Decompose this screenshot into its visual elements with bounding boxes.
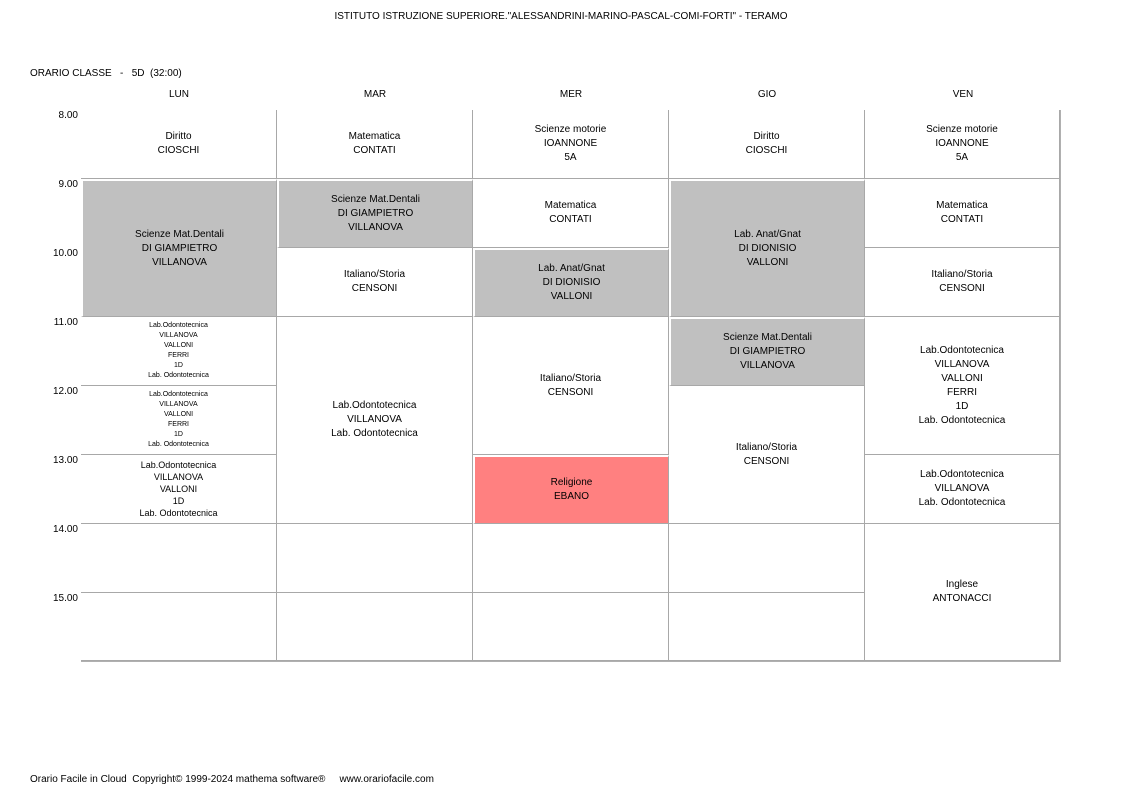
lesson-detail: DI DIONISIO [542, 277, 601, 288]
day-header-gio: GIO [757, 89, 777, 100]
lesson-cell [277, 317, 473, 524]
hour-label: 15.00 [52, 593, 78, 604]
hour-label: 9.00 [58, 179, 78, 190]
lesson-detail: Lab. Odontotecnica [331, 428, 418, 439]
lesson-detail: DI GIAMPIETRO [729, 346, 806, 357]
lesson-detail: DI GIAMPIETRO [141, 242, 218, 254]
lesson-cell [669, 386, 865, 524]
lesson-detail: VILLANOVA [153, 472, 204, 482]
lesson-cell [473, 455, 669, 524]
lesson-cell [865, 317, 1060, 455]
lesson-cell [865, 110, 1060, 179]
lesson-cell [669, 179, 865, 317]
lesson-subject: Scienze Mat.Dentali [135, 228, 224, 240]
lesson-subject: Lab. Anat/Gnat [734, 228, 801, 240]
lesson-detail: VALLONI [163, 342, 194, 349]
lesson-detail: VILLANOVA [347, 414, 402, 425]
hour-label: 12.00 [52, 386, 78, 397]
lesson-cell [81, 179, 277, 317]
lesson-detail: 1D [172, 496, 185, 506]
lesson-detail: DI GIAMPIETRO [337, 208, 414, 219]
lesson-cell [277, 110, 473, 179]
hour-label: 8.00 [58, 110, 78, 121]
lesson-subject: Lab.Odontotecnica [149, 391, 208, 398]
lesson-cell [669, 317, 865, 386]
lesson-subject: Scienze motorie [926, 124, 998, 135]
empty-slot [473, 524, 669, 593]
lesson-detail: CENSONI [939, 283, 985, 294]
day-header-lun: LUN [168, 89, 189, 100]
lesson-subject: Scienze Mat.Dentali [723, 332, 812, 343]
lesson-subject: Lab.Odontotecnica [920, 469, 1004, 480]
lesson-detail: VILLANOVA [934, 483, 990, 494]
lesson-detail: VILLANOVA [159, 401, 198, 408]
lesson-detail: VALLONI [159, 484, 198, 494]
lesson-subject: Lab.Odontotecnica [149, 322, 208, 329]
lesson-detail: 1D [955, 400, 969, 412]
lesson-detail: DI DIONISIO [738, 242, 797, 254]
lesson-detail: IOANNONE [543, 138, 598, 149]
day-header-ven: VEN [952, 89, 974, 100]
day-header-mar: MAR [363, 89, 387, 100]
empty-slot [277, 593, 473, 661]
lesson-detail: CONTATI [353, 145, 396, 156]
lesson-cell [865, 524, 1060, 661]
empty-slot [669, 593, 865, 661]
lesson-cell [81, 455, 277, 524]
lesson-subject: Matematica [936, 200, 988, 211]
timetable-grid [81, 110, 1061, 662]
lesson-detail: Lab. Odontotecnica [139, 508, 218, 518]
lesson-cell [473, 110, 669, 179]
lesson-cell [81, 317, 277, 386]
empty-slot [669, 524, 865, 593]
lesson-subject: Italiano/Storia [735, 441, 798, 453]
lesson-cell [277, 248, 473, 317]
lesson-subject: Matematica [544, 200, 597, 211]
lesson-subject: Matematica [348, 131, 401, 142]
lesson-cell [473, 179, 669, 248]
lesson-subject: Lab.Odontotecnica [332, 400, 417, 411]
lesson-detail: VALLONI [163, 411, 194, 418]
empty-slot [81, 524, 277, 593]
day-header-mer: MER [559, 89, 583, 100]
hour-label: 10.00 [52, 248, 78, 259]
lesson-detail: ANTONACCI [932, 593, 992, 604]
lesson-detail: Lab. Odontotecnica [148, 372, 209, 379]
lesson-detail: EBANO [553, 491, 589, 502]
empty-slot [277, 524, 473, 593]
lesson-detail: 5A [564, 152, 577, 163]
lesson-detail: IOANNONE [935, 138, 989, 149]
lesson-detail: Lab. Odontotecnica [148, 441, 209, 448]
lesson-detail: CENSONI [351, 283, 398, 294]
lesson-cell [865, 248, 1060, 317]
lesson-detail: CENSONI [547, 386, 594, 398]
lesson-cell [473, 248, 669, 317]
lesson-detail: VALLONI [746, 256, 789, 268]
lesson-cell [669, 110, 865, 179]
lesson-detail: VILLANOVA [934, 358, 990, 370]
lesson-subject: Lab.Odontotecnica [140, 460, 217, 470]
lesson-detail: CONTATI [940, 214, 984, 225]
hour-label: 13.00 [52, 455, 78, 466]
lesson-detail: Lab. Odontotecnica [918, 497, 1006, 508]
lesson-subject: Diritto [165, 131, 192, 142]
lesson-subject: Italiano/Storia [343, 269, 406, 280]
lesson-subject: Inglese [945, 579, 979, 590]
hour-label: 11.00 [53, 317, 78, 328]
lesson-detail: CONTATI [549, 214, 592, 225]
footer [30, 774, 434, 785]
lesson-subject: Lab. Anat/Gnat [538, 263, 605, 274]
lesson-subject: Lab.Odontotecnica [920, 344, 1004, 356]
class-label: ORARIO CLASSE - 5D (32:00) [30, 68, 182, 79]
lesson-subject: Italiano/Storia [539, 372, 602, 384]
lesson-detail: VILLANOVA [152, 256, 207, 268]
lesson-detail: FERRI [168, 352, 189, 359]
lesson-detail: 1D [174, 431, 183, 438]
lesson-detail: FERRI [947, 386, 977, 398]
empty-slot [473, 593, 669, 661]
footer-copyright: Orario Facile in Cloud Copyright© 1999-2024 mathema software® [30, 774, 326, 785]
lesson-detail: VALLONI [550, 291, 593, 302]
lesson-subject: Scienze motorie [534, 124, 607, 135]
lesson-subject: Religione [550, 477, 593, 488]
lesson-detail: CIOSCHI [745, 145, 788, 156]
lesson-detail: VILLANOVA [348, 222, 403, 233]
lesson-detail: VILLANOVA [740, 360, 795, 371]
lesson-subject: Scienze Mat.Dentali [331, 194, 420, 205]
lesson-cell [865, 179, 1060, 248]
lesson-cell [865, 455, 1060, 524]
empty-slot [81, 593, 277, 661]
lesson-detail: VILLANOVA [159, 332, 198, 339]
lesson-detail: Lab. Odontotecnica [918, 414, 1006, 426]
hour-label: 14.00 [52, 524, 78, 535]
lesson-subject: Diritto [753, 131, 780, 142]
lesson-cell [473, 317, 669, 455]
lesson-cell [81, 110, 277, 179]
lesson-cell [81, 386, 277, 455]
lesson-detail: CENSONI [743, 455, 790, 467]
lesson-detail: CIOSCHI [157, 145, 200, 156]
lesson-detail: 5A [955, 152, 969, 163]
school-title: ISTITUTO ISTRUZIONE SUPERIORE."ALESSANDRINI-MARINO-PASCAL-COMI-FORTI" - TERAMO [334, 11, 788, 22]
lesson-cell [277, 179, 473, 248]
lesson-subject: Italiano/Storia [931, 269, 993, 280]
lesson-detail: FERRI [168, 421, 189, 428]
lesson-detail: VALLONI [941, 372, 983, 384]
lesson-detail: 1D [174, 362, 183, 369]
footer-url[interactable]: www.orariofacile.com [339, 774, 434, 785]
